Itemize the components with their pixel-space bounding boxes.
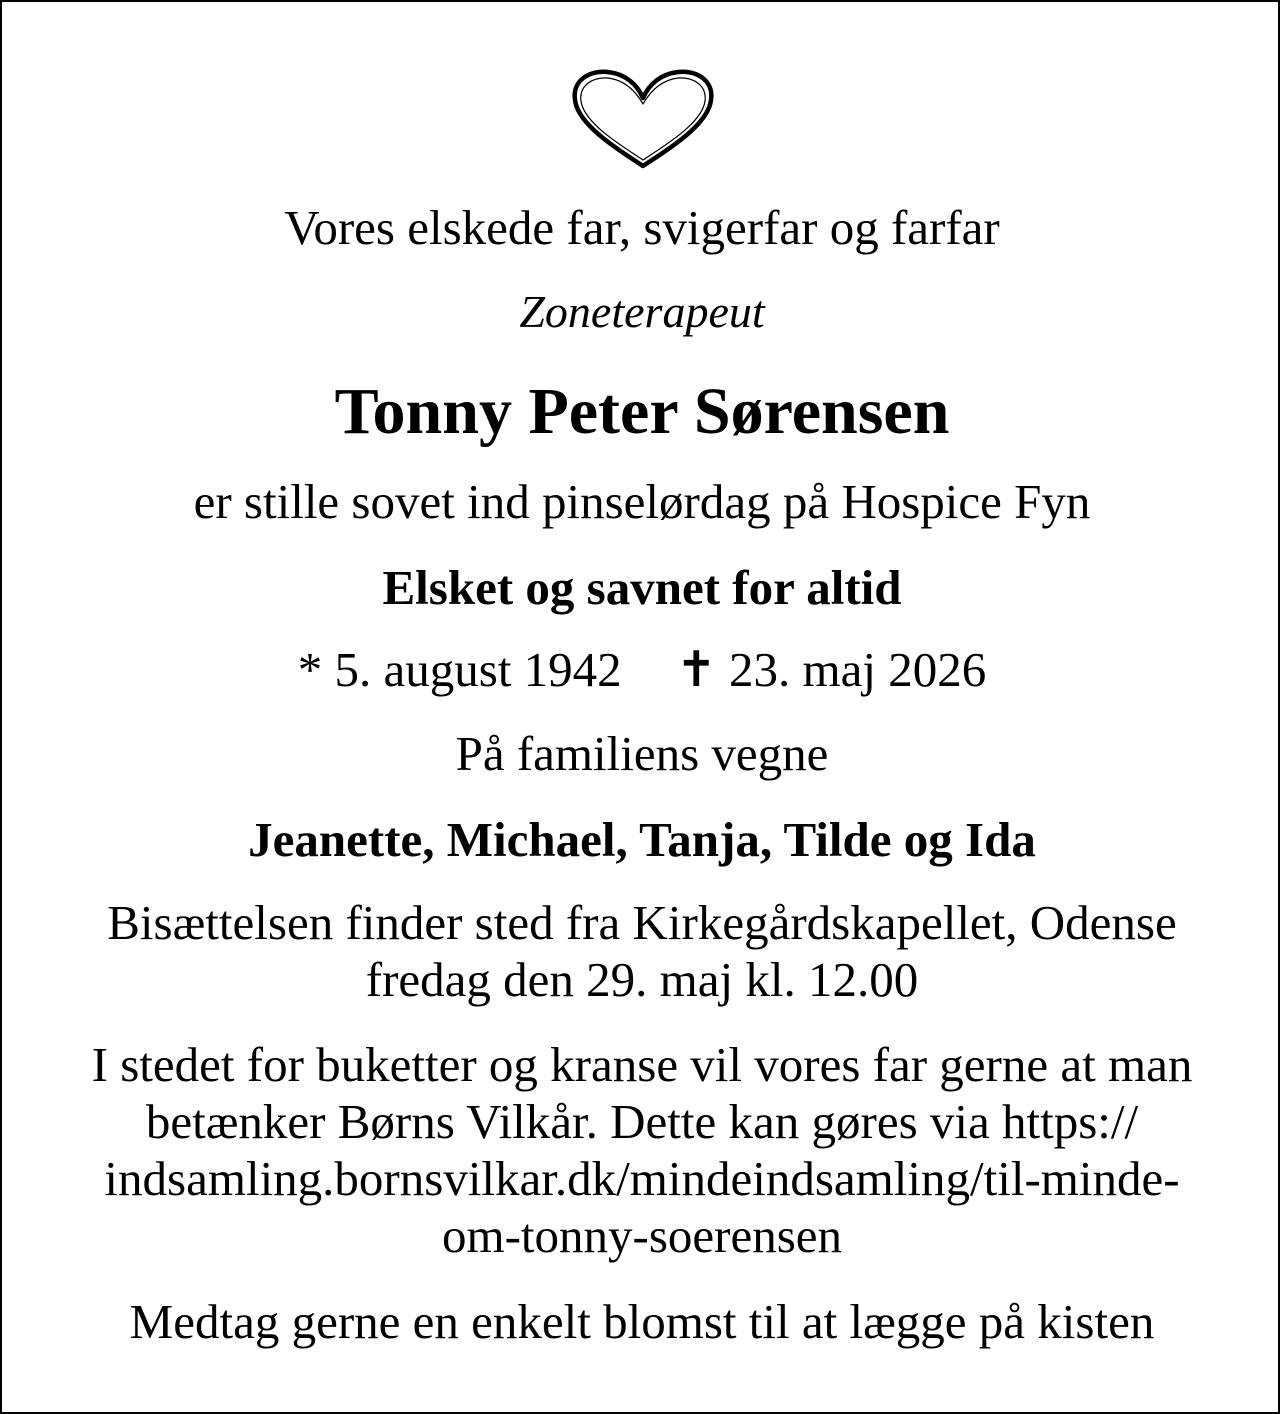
donation-text-line-1: I stedet for buketter og kranse vil vores far gerne at man <box>91 1037 1193 1092</box>
passing-text: er stille sovet ind pinselørdag på Hospice Fyn <box>193 474 1091 529</box>
dates-line <box>2 640 1280 700</box>
tribute-text: Elsket og savnet for altid <box>382 560 902 615</box>
family-names: Jeanette, Michael, Tanja, Tilde og Ida <box>248 812 1036 867</box>
funeral-text-line-1: Bisættelsen finder sted fra Kirkegårdskapellet, Odense <box>107 895 1177 950</box>
death-date: ✝ 23. maj 2026 <box>675 642 987 697</box>
donation-text-line-2: betænker Børns Vilkår. Dette kan gøres via https:// <box>145 1094 1139 1149</box>
heart-icon <box>570 68 716 170</box>
closing-text: Medtag gerne en enkelt blomst til at lægge på kisten <box>129 1294 1155 1349</box>
birth-date: * 5. august 1942 <box>297 642 622 697</box>
funeral-text-line-2: fredag den 29. maj kl. 12.00 <box>365 952 919 1007</box>
on-behalf-text: På familiens vegne <box>455 726 829 781</box>
intro-text: Vores elskede far, svigerfar og farfar <box>284 200 1000 255</box>
donation-text-line-3: indsamling.bornsvilkar.dk/mindeindsamling/til-minde- <box>104 1151 1180 1206</box>
donation-text-line-4: om-tonny-soerensen <box>441 1208 843 1263</box>
occupation-text: Zoneterapeut <box>519 286 765 337</box>
deceased-name: Tonny Peter Sørensen <box>334 375 950 448</box>
